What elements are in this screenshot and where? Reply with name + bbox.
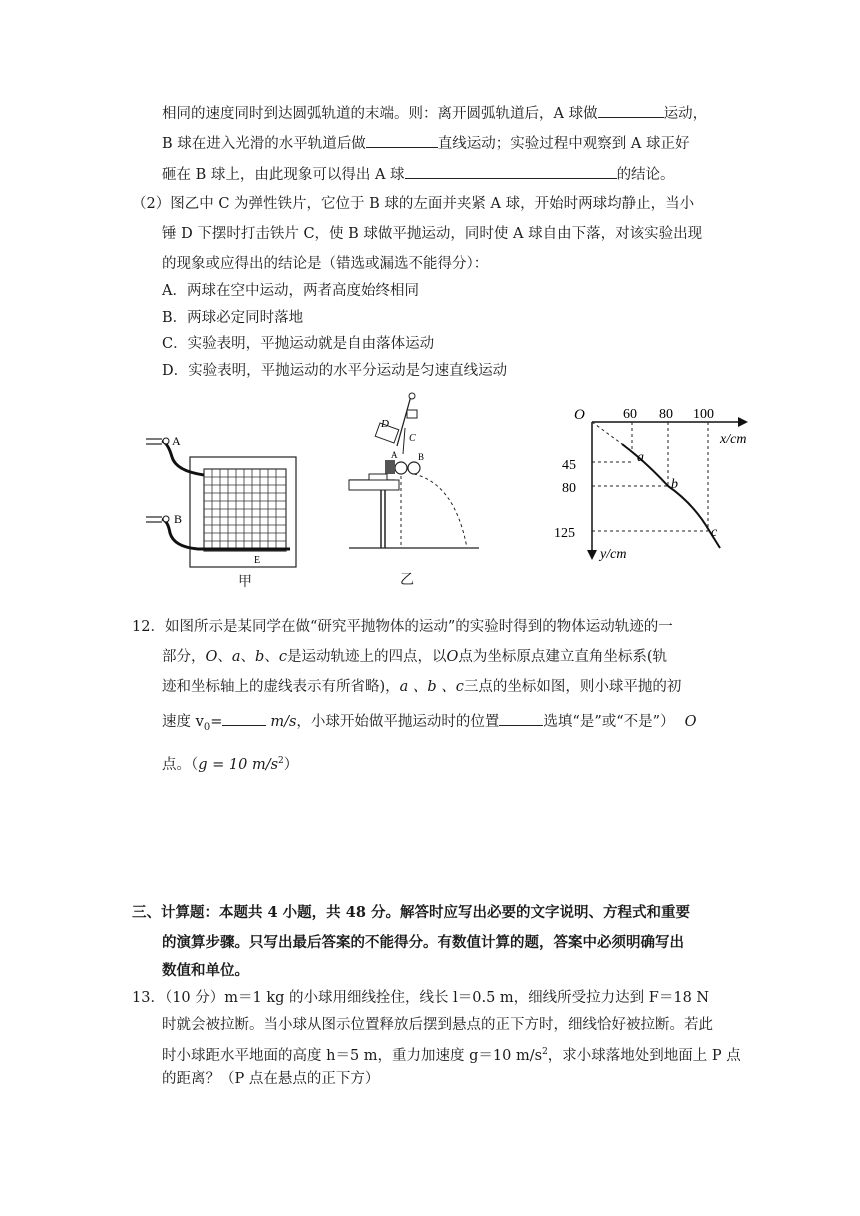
point-c-label: c bbox=[711, 525, 718, 540]
q12-l4-b: = bbox=[210, 714, 223, 730]
answer-blank[interactable] bbox=[598, 101, 664, 118]
answer-blank[interactable] bbox=[405, 162, 617, 179]
x-tick-80: 80 bbox=[659, 407, 673, 422]
y-tick-45: 45 bbox=[562, 458, 576, 473]
q12-l2-b: 是运动轨迹上的四点，以 bbox=[286, 649, 447, 665]
figure-jia bbox=[138, 425, 308, 575]
label-a-yi: A bbox=[391, 450, 398, 460]
answer-blank-position[interactable] bbox=[499, 709, 543, 726]
label-b-yi: B bbox=[418, 452, 425, 462]
q12-line-3 bbox=[162, 676, 681, 698]
q11-line-3 bbox=[162, 162, 675, 186]
caption-jia: 甲 bbox=[238, 574, 252, 590]
q13-line-2: 时就会被拉断。当小球从图示位置释放后摆到悬点的正下方时，细线恰好被拉断。若此 bbox=[162, 1017, 713, 1033]
q12-line-2 bbox=[162, 646, 667, 668]
q12-line-1: 12．如图所示是某同学在做“研究平抛物体的运动”的实验时得到的物体运动轨迹的一 bbox=[132, 619, 673, 635]
x-tick-100: 100 bbox=[693, 407, 714, 422]
label-e-jia: E bbox=[254, 555, 261, 566]
section3-line-1: 三、计算题：本题共 4 小题，共 48 分。解答时应写出必要的文字说明、方程式和重要 bbox=[132, 904, 690, 921]
q13-l3-b: ，求小球落地处到地面上 P 点 bbox=[547, 1047, 741, 1064]
q12-l3-a: 迹和坐标轴上的虚线表示有所省略)， bbox=[162, 679, 400, 695]
point-o-2: O bbox=[446, 649, 459, 665]
option-a[interactable]: A．两球在空中运动，两者高度始终相同 bbox=[162, 283, 419, 299]
point-o: O bbox=[205, 649, 218, 665]
q12-l3-b: 三点的坐标如图，则小球平抛的初 bbox=[463, 679, 682, 695]
q11-line-3-text: 砸在 B 球上，由此现象可以得出 A 球 bbox=[162, 167, 405, 183]
q13-line-1: 13．（10 分）m＝1 kg 的小球用细线拴住，线长 l＝0.5 m，细线所受拉力达到 F＝18 N bbox=[132, 990, 710, 1006]
q13-l3-sup: 2 bbox=[542, 1047, 548, 1057]
q13-l3-a: 时小球距水平地面的高度 h＝5 m，重力加速度 g＝10 m/s bbox=[162, 1047, 543, 1064]
q11-line-1-tail: 运动， bbox=[663, 106, 708, 122]
q12-l5-b: ） bbox=[283, 756, 299, 773]
q11-line-1 bbox=[162, 101, 707, 125]
q13-line-3 bbox=[162, 1041, 741, 1067]
caption-yi: 乙 bbox=[400, 572, 414, 588]
answer-blank-v0[interactable] bbox=[222, 709, 266, 726]
trajectory-graph bbox=[554, 400, 760, 570]
point-a-label: a bbox=[637, 450, 644, 465]
q11-part2-line-3: 的现象或应得出的结论是（错选或漏选不能得分）： bbox=[162, 256, 489, 272]
q12-l4-d: 选填“是”或“不是”） bbox=[543, 714, 675, 730]
section3-line-3: 数值和单位。 bbox=[162, 962, 249, 979]
label-d-yi: D bbox=[381, 418, 389, 430]
option-d[interactable]: D．实验表明，平抛运动的水平分运动是匀速直线运动 bbox=[162, 363, 508, 379]
y-axis-label: y/cm bbox=[600, 547, 627, 562]
label-a-jia: A bbox=[172, 434, 181, 448]
q11-line-1-text: 相同的速度同时到达圆弧轨道的末端。则：离开圆弧轨道后，A 球做 bbox=[162, 106, 598, 122]
y-tick-80: 80 bbox=[562, 481, 576, 496]
q11-line-2-text: B 球在进入光滑的水平轨道后做 bbox=[162, 136, 366, 152]
q13-line-4: 的距离？（P 点在悬点的正下方） bbox=[162, 1071, 380, 1087]
points-abc: a 、b 、c bbox=[399, 679, 464, 695]
q12-l2-c: 点为坐标原点建立直角坐标系(轨 bbox=[458, 649, 668, 665]
x-tick-60: 60 bbox=[623, 407, 637, 422]
q12-line-4 bbox=[162, 709, 696, 739]
point-c: c bbox=[278, 649, 287, 665]
q12-l5-sup: 2 bbox=[278, 756, 284, 766]
q12-l5-a: 点。（ bbox=[162, 756, 199, 773]
x-axis-label: x/cm bbox=[720, 432, 747, 447]
q11-line-2 bbox=[162, 131, 689, 155]
option-b[interactable]: B．两球必定同时落地 bbox=[162, 310, 304, 326]
option-c[interactable]: C．实验表明，平抛运动就是自由落体运动 bbox=[162, 336, 435, 352]
q12-l4-sub: 0 bbox=[203, 721, 211, 733]
q12-l2-a: 部分， bbox=[162, 649, 206, 665]
y-tick-125: 125 bbox=[554, 526, 575, 541]
q12-l4-a: 速度 v bbox=[162, 714, 204, 730]
label-c-yi: C bbox=[409, 433, 416, 444]
q11-line-2-tail: 直线运动；实验过程中观察到 A 球正好 bbox=[437, 136, 690, 152]
figure-yi bbox=[345, 388, 485, 558]
point-b-label: b bbox=[671, 477, 678, 492]
point-b: b bbox=[255, 649, 265, 665]
point-o-3: O bbox=[684, 714, 697, 730]
q11-part2-line-2: 锤 D 下摆时打击铁片 C，使 B 球做平抛运动，同时使 A 球自由下落，对该实验出现 bbox=[162, 226, 703, 242]
gravity-value: g = 10 m/s bbox=[198, 756, 279, 773]
sep: 、 bbox=[240, 649, 256, 665]
q11-part2-line-1: （2）图乙中 C 为弹性铁片，它位于 B 球的左面并夹紧 A 球，开始时两球均静止，当小 bbox=[132, 196, 695, 212]
origin-label: O bbox=[574, 407, 585, 423]
sep: 、 bbox=[264, 649, 279, 665]
answer-blank[interactable] bbox=[366, 131, 438, 148]
sep: 、 bbox=[217, 649, 232, 665]
section3-line-2: 的演算步骤。只写出最后答案的不能得分。有数值计算的题，答案中必须明确写出 bbox=[162, 934, 684, 951]
point-a: a bbox=[231, 649, 241, 665]
q12-line-5 bbox=[162, 750, 298, 776]
label-b-jia: B bbox=[174, 512, 183, 526]
unit-ms: m/s bbox=[270, 714, 297, 730]
q12-l4-c: ，小球开始做平抛运动时的位置 bbox=[296, 714, 500, 730]
q11-line-3-tail: 的结论。 bbox=[616, 167, 675, 183]
